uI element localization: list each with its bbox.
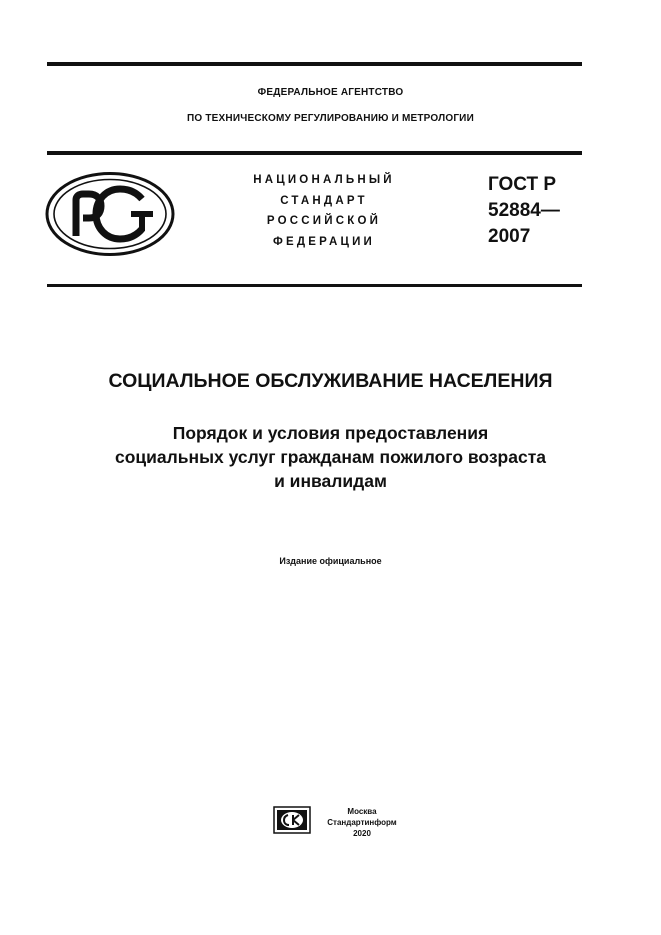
- standard-type: [230, 170, 418, 252]
- document-title: СОЦИАЛЬНОЕ ОБСЛУЖИВАНИЕ НАСЕЛЕНИЯ: [108, 370, 553, 392]
- publisher-block: [318, 806, 406, 839]
- standard-type-line-3: РОССИЙСКОЙ: [266, 215, 382, 227]
- designation-line-2: 52884—: [488, 200, 560, 221]
- agency-line-1: ФЕДЕРАЛЬНОЕ АГЕНТСТВО: [257, 87, 404, 98]
- standard-designation: [488, 172, 560, 250]
- top-rule: [47, 62, 582, 66]
- standard-type-line-1: НАЦИОНАЛЬНЫЙ: [253, 174, 395, 186]
- standartinform-logo-icon: [272, 805, 312, 835]
- edition-label: Издание официальное: [279, 556, 382, 566]
- header-rule: [47, 151, 582, 155]
- designation-line-3: 2007: [488, 226, 531, 247]
- publisher-name: Стандартинформ: [327, 818, 397, 827]
- agency-line-2: ПО ТЕХНИЧЕСКОМУ РЕГУЛИРОВАНИЮ И МЕТРОЛОГИИ: [187, 113, 474, 124]
- publisher-city: Москва: [347, 807, 377, 816]
- designation-line-1: ГОСТ Р: [488, 174, 557, 195]
- standard-type-line-2: СТАНДАРТ: [280, 194, 368, 207]
- subtitle-line-1: Порядок и условия предоставления: [172, 423, 489, 443]
- subtitle-line-3: и инвалидам: [274, 471, 387, 491]
- subtitle-line-2: социальных услуг гражданам пожилого возраста: [114, 447, 547, 467]
- document-subtitle: [0, 421, 661, 493]
- rst-certification-mark-icon: [45, 172, 175, 256]
- standard-type-line-4: ФЕДЕРАЦИИ: [272, 235, 376, 248]
- header-bottom-rule: [47, 284, 582, 287]
- publisher-year: 2020: [353, 829, 371, 838]
